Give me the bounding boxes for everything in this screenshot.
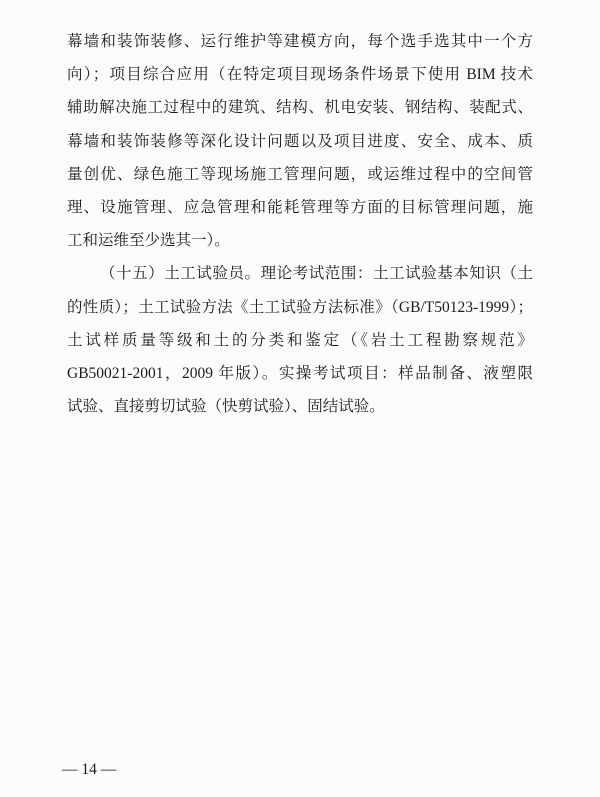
- paragraph-line: 工和运维至少选其一）。: [67, 232, 230, 250]
- paragraph-line: 的性质）；土工试验方法《土工试验方法标准》（GB/T50123-1999）；: [67, 298, 533, 316]
- paragraph-line: GB50021-2001，2009 年版）。实操考试项目：样品制备、液塑限: [67, 364, 533, 382]
- document-body: [67, 25, 533, 423]
- paragraph-line: （十五）土工试验员。理论考试范围：土工试验基本知识（土: [100, 265, 533, 283]
- paragraph-line: 向）；项目综合应用（在特定项目现场条件场景下使用 BIM 技术: [67, 66, 533, 84]
- paragraph-line: 幕墙和装饰装修、运行维护等建模方向，每个选手选其中一个方: [67, 33, 533, 50]
- paragraph-line: 土试样质量等级和土的分类和鉴定（《岩土工程勘察规范》: [67, 331, 533, 349]
- paragraph-line: 量创优、绿色施工等现场施工管理问题，或运维过程中的空间管: [67, 165, 533, 183]
- paragraph-line: 幕墙和装饰装修等深化设计问题以及项目进度、安全、成本、质: [67, 132, 533, 150]
- page-number: — 14 —: [62, 761, 117, 778]
- paragraph-line: 理、设施管理、应急管理和能耗管理等方面的目标管理问题，施: [67, 198, 533, 216]
- paragraph-line: 辅助解决施工过程中的建筑、结构、机电安装、钢结构、装配式、: [67, 99, 533, 117]
- paragraph: [67, 257, 533, 423]
- paragraph-line: 试验、直接剪切试验（快剪试验）、固结试验。: [67, 398, 385, 416]
- paragraph: [67, 25, 533, 257]
